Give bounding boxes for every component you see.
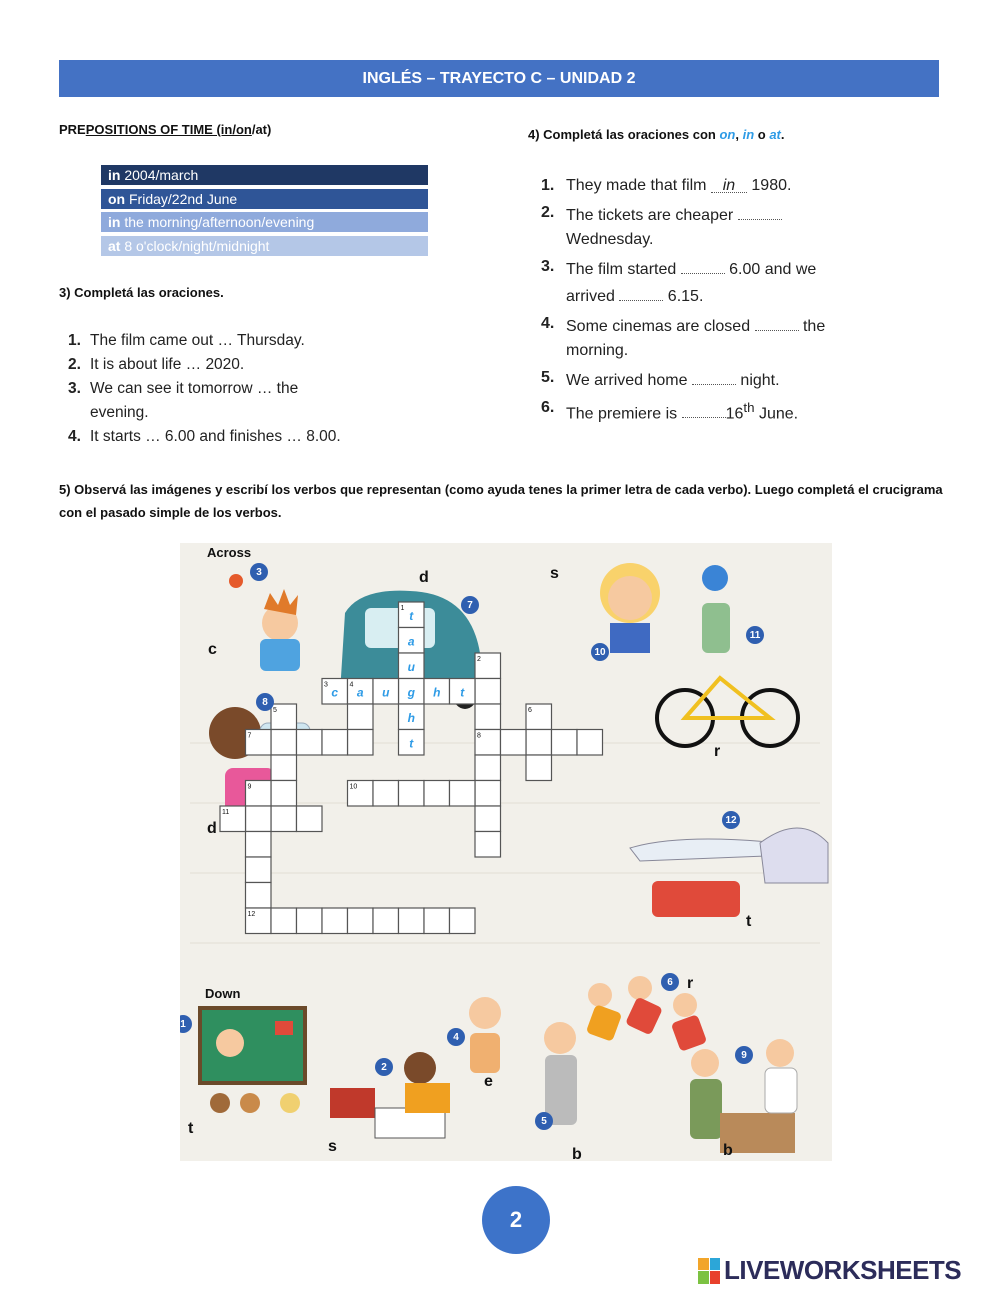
crossword-cell[interactable]	[552, 730, 578, 756]
crossword-cell[interactable]	[450, 908, 476, 934]
exercise5-title: 5) Observá las imágenes y escribí los verbos que representan (como ayuda tenes la primer letra de cada verbo). Luego completá el crucigrama con el pasado simple de los verbos.	[59, 482, 943, 520]
item-text-part: night.	[735, 372, 780, 389]
clue-number-circle: 8	[256, 693, 274, 711]
answer-blank[interactable]	[619, 282, 663, 301]
crossword-cell[interactable]	[348, 730, 374, 756]
prepositions-table	[101, 165, 428, 259]
clue-number-circle: 4	[447, 1028, 465, 1046]
hint-letter: r	[687, 975, 694, 992]
crossword-letter: a	[356, 685, 364, 700]
list-item	[68, 377, 408, 425]
prepositions-heading-underlined: POSITIONS OF TIME (in/on	[85, 122, 252, 137]
crossword-cell[interactable]	[399, 781, 425, 807]
crossword-cell[interactable]	[424, 781, 450, 807]
item-text: The film came out … Thursday.	[90, 332, 305, 349]
prepositions-heading-prefix: PRE	[59, 122, 86, 137]
item-text: We can see it tomorrow … the evening.	[90, 380, 299, 421]
hint-letter: t	[188, 1120, 194, 1137]
ordinal-suffix: th	[743, 400, 755, 415]
cell-clue-number: 4	[349, 681, 354, 689]
clue-number-circle: 9	[735, 1046, 753, 1064]
exercise4-list	[541, 174, 871, 429]
crossword-cell[interactable]	[399, 908, 425, 934]
crossword-letter: h	[407, 710, 415, 725]
exercise3-title: 3) Completá las oraciones.	[59, 285, 224, 300]
page-title: INGLÉS – TRAYECTO C – UNIDAD 2	[362, 69, 636, 87]
item-number: 5.	[541, 369, 555, 386]
crossword-cell[interactable]	[246, 806, 272, 832]
clue-number-circle: 11	[746, 626, 764, 644]
prepositions-heading	[59, 122, 271, 137]
item-text-part: June.	[754, 405, 799, 423]
crossword-cell[interactable]	[246, 883, 272, 909]
crossword-cell[interactable]	[322, 730, 348, 756]
crossword-letter: h	[433, 685, 441, 700]
item-text-part: They made that film	[566, 177, 711, 194]
item-number: 2.	[541, 204, 555, 221]
item-text-part: the morning.	[566, 318, 826, 359]
cell-clue-number: 9	[247, 783, 252, 791]
crossword-cell[interactable]	[246, 832, 272, 858]
crossword-letter: a	[407, 634, 415, 649]
crossword-letter: c	[331, 685, 339, 700]
item-text-part: 6.15.	[663, 288, 704, 305]
hint-letter: d	[419, 569, 429, 586]
hint-letter: s	[328, 1138, 337, 1155]
crossword-cell[interactable]	[271, 908, 297, 934]
clue-number-circle: 5	[535, 1112, 553, 1130]
crossword-letter: u	[407, 659, 415, 674]
clue-number-circle: 10	[591, 643, 609, 661]
hint-letter: e	[484, 1073, 493, 1090]
separator: ,	[735, 127, 743, 142]
item-text: It starts … 6.00 and finishes … 8.00.	[90, 428, 341, 445]
item-number: 1.	[68, 332, 81, 349]
crossword-cell[interactable]	[526, 730, 552, 756]
item-text	[566, 396, 798, 426]
item-text	[566, 201, 826, 252]
crossword-illustration	[180, 543, 832, 1161]
clue-number-circle: 12	[722, 811, 740, 829]
crossword-letter: t	[460, 685, 465, 700]
crossword-cell[interactable]	[450, 781, 476, 807]
item-number: 2.	[68, 356, 81, 373]
prep-example: Friday/22nd June	[125, 190, 238, 207]
exercise3-list	[68, 329, 408, 449]
cell-clue-number: 1	[400, 605, 405, 612]
hint-letter: d	[207, 820, 217, 837]
item-text-part: Wednesday.	[566, 231, 654, 248]
page-number: 2	[482, 1186, 550, 1254]
hint-letter: b	[572, 1146, 582, 1161]
crossword-cell[interactable]	[348, 704, 374, 730]
hint-letter: c	[208, 641, 217, 658]
list-item	[541, 255, 871, 309]
answer-blank[interactable]	[681, 255, 725, 274]
prep-word: in	[108, 214, 121, 230]
crossword-cell[interactable]	[475, 806, 501, 832]
clue-number-circle: 3	[250, 563, 268, 581]
cell-clue-number: 2	[477, 656, 481, 663]
crossword-cell[interactable]	[501, 730, 527, 756]
list-item	[541, 174, 871, 198]
option-at: at	[769, 127, 781, 142]
item-number: 3.	[541, 258, 555, 275]
cell-clue-number: 12	[247, 911, 256, 918]
hint-letter: b	[723, 1142, 733, 1159]
crossword-cell[interactable]	[271, 781, 297, 807]
brand-name: LIVEWORKSHEETS	[724, 1255, 962, 1285]
cell-clue-number: 11	[222, 809, 230, 816]
crossword-cell[interactable]	[297, 806, 323, 832]
item-text-part: 6.00 and we arrived	[566, 261, 817, 305]
answer-blank[interactable]: in	[711, 174, 747, 193]
crossword-cell[interactable]	[322, 908, 348, 934]
cell-clue-number: 7	[247, 732, 252, 740]
item-text: It is about life … 2020.	[90, 356, 245, 373]
item-text-part: The tickets are cheaper	[566, 207, 738, 224]
crossword-cell[interactable]	[475, 832, 501, 858]
hint-letter: s	[550, 565, 559, 582]
crossword-cell[interactable]	[475, 781, 501, 807]
list-item	[68, 425, 408, 449]
answer-blank[interactable]	[738, 201, 782, 220]
cyclist-body	[702, 565, 730, 653]
item-text-part: 1980.	[746, 177, 792, 194]
across-label: Across	[207, 545, 252, 560]
liveworksheets-logo	[698, 1255, 961, 1286]
clue-number-circle: 2	[375, 1058, 393, 1076]
crossword-cell[interactable]	[424, 908, 450, 934]
crossword-cell[interactable]	[271, 730, 297, 756]
item-text-part: Some cinemas are closed	[566, 318, 755, 335]
eat-illustration	[469, 997, 501, 1073]
answer-blank[interactable]	[692, 366, 736, 385]
list-item	[541, 366, 871, 393]
crossword-puzzle	[180, 543, 832, 1161]
prepositions-row	[101, 212, 428, 232]
item-text	[566, 312, 866, 363]
prep-example: the morning/afternoon/evening	[120, 214, 315, 230]
crossword-cell[interactable]	[526, 755, 552, 781]
prep-example: 8 o'clock/night/midnight	[120, 237, 270, 254]
cell-clue-number: 10	[349, 783, 358, 791]
crossword-cell[interactable]	[475, 704, 501, 730]
title-end: .	[780, 127, 785, 142]
exercise4-title	[528, 127, 785, 142]
item-number: 4.	[68, 428, 81, 445]
item-text	[566, 366, 780, 393]
item-text-part: The premiere is	[566, 405, 682, 423]
break-illustration	[544, 1022, 577, 1125]
hint-letter: t	[746, 913, 752, 930]
list-item	[68, 329, 408, 353]
crossword-cell[interactable]	[577, 730, 603, 756]
answer-blank[interactable]	[755, 312, 799, 331]
teach-illustration	[200, 1008, 305, 1113]
crossword-cell[interactable]	[475, 755, 501, 781]
list-item	[68, 353, 408, 377]
item-number: 3.	[68, 380, 81, 397]
item-text-part: 16	[725, 405, 744, 423]
prepositions-row	[101, 236, 428, 256]
item-text-part: The film started	[566, 261, 681, 278]
crossword-cell[interactable]	[348, 908, 374, 934]
exercise4-title-text: 4) Completá las oraciones con	[528, 127, 720, 142]
separator: o	[754, 127, 770, 142]
list-item	[541, 201, 871, 252]
cell-clue-number: 6	[528, 707, 532, 714]
cell-clue-number: 3	[324, 681, 328, 689]
list-item	[541, 396, 871, 426]
crossword-letter: t	[409, 736, 414, 751]
item-number: 1.	[541, 177, 555, 194]
crossword-cell[interactable]	[373, 781, 399, 807]
cell-clue-number: 8	[477, 732, 481, 740]
clue-number-circle: 7	[461, 596, 479, 614]
answer-blank[interactable]	[682, 399, 726, 418]
crossword-cell[interactable]	[271, 806, 297, 832]
crossword-cell[interactable]	[271, 755, 297, 781]
prepositions-row	[101, 189, 428, 209]
item-number: 4.	[541, 315, 555, 332]
crossword-cell[interactable]	[373, 908, 399, 934]
logo-icon	[698, 1258, 720, 1284]
crossword-cell[interactable]	[297, 730, 323, 756]
clue-number-circle: 1	[180, 1015, 192, 1033]
list-item	[541, 312, 871, 363]
prep-word: at	[108, 237, 121, 254]
prep-word: in	[108, 167, 121, 183]
page-title-banner	[59, 60, 939, 97]
prep-word: on	[108, 190, 126, 207]
crossword-cell[interactable]	[297, 908, 323, 934]
option-in: in	[742, 127, 755, 142]
crossword-letter: g	[407, 685, 415, 700]
crossword-letter: u	[382, 685, 390, 700]
crossword-cell[interactable]	[246, 857, 272, 883]
down-label: Down	[205, 986, 241, 1001]
item-text-part: We arrived home	[566, 372, 692, 389]
clue-number-circle: 6	[661, 973, 679, 991]
cell-clue-number: 5	[273, 707, 277, 714]
hint-letter: r	[714, 743, 721, 760]
prep-example: 2004/march	[120, 167, 199, 183]
crossword-letter: t	[409, 608, 414, 623]
crossword-cell[interactable]	[475, 679, 501, 705]
item-number: 6.	[541, 399, 555, 416]
option-on: on	[719, 127, 736, 142]
prepositions-row	[101, 165, 428, 185]
item-text	[566, 255, 856, 309]
prepositions-heading-suffix: /at)	[251, 122, 272, 137]
item-text	[566, 174, 791, 198]
